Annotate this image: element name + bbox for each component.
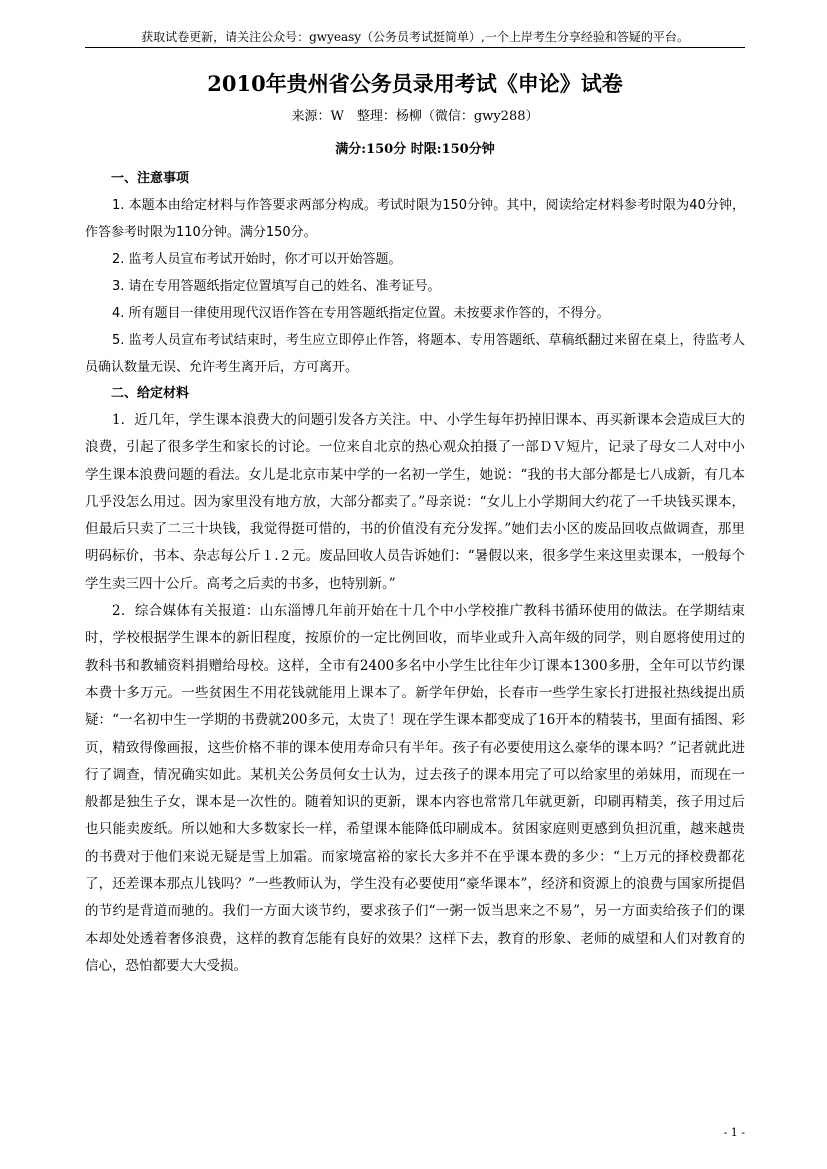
materials-body (85, 407, 745, 980)
notes-heading: 一、注意事项 (111, 171, 190, 186)
source-line: 来源：W 整理：杨柳（微信：gwy288） (291, 109, 539, 124)
materials-heading: 二、给定材料 (111, 386, 190, 401)
document-body (85, 166, 745, 980)
header-divider (85, 47, 745, 48)
header-note: 获取试卷更新，请关注公众号：gwyeasy（公务员考试挺简单）,一个上岸考生分享经验和答疑的平台。 (141, 30, 689, 44)
note-item: 2. 监考人员宣布考试开始时，你才可以开始答题。 (112, 252, 402, 267)
material-paragraph: 1．近几年，学生课本浪费大的问题引发各方关注。中、小学生每年扔掉旧课本、再买新课本会造成巨大的浪费，引起了很多学生和家长的讨论。一位来自北京的热心观众拍摄了一部ＤＶ短片，记录了母女二人对中小学生课本浪费问题的看法。女儿是北京市某中学的一名初一学生，她说：“我的书大部分都是七八成新，有几本几乎没怎么用过。因为家里没有地方放，大部分都卖了。”母亲说：“女儿上小学期间大约花了一千块钱买课本，但最后只卖了二三十块钱，我觉得挺可惜的，书的价值没有充分发挥。”她们去小区的废品回收点做调查，那里明码标价，书本、杂志每公斤１.２元。废品回收人员告诉她们：“暑假以来，很多学生来这里卖课本，一般每个学生卖三四十公斤。高考之后卖的书多，也特别新。” (85, 412, 745, 592)
score-time-line: 满分:150分 时限:150分钟 (335, 142, 495, 157)
page-number: - 1 - (723, 1126, 745, 1139)
notes-list (85, 192, 745, 381)
material-paragraph: 2．综合媒体有关报道：山东淄博几年前开始在十几个中小学校推广教科书循环使用的做法。在学期结束时，学校根据学生课本的新旧程度，按原价的一定比例回收，而毕业或升入高年级的同学，则自愿将使用过的教科书和教辅资料捐赠给母校。这样，全市有2400多名中小学生比往年少订课本1300多册，全年可以节约课本费十多万元。一些贫困生不用花钱就能用上课本了。新学年伊始，长春市一些学生家长打进报社热线提出质疑：“一名初中生一学期的书费就200多元，太贵了！现在学生课本都变成了16开本的精装书，里面有插图、彩页，精致得像画报，这些价格不菲的课本使用寿命只有半年。孩子有必要使用这么豪华的课本吗？”记者就此进行了调查，情况确实如此。某机关公务员何女士认为，过去孩子的课本用完了可以给家里的弟妹用，而现在一般都是独生子女，课本是一次性的。随着知识的更新，课本内容也常常几年就更新，印刷再精美，孩子用过后也只能卖废纸。所以她和大多数家长一样，希望课本能降低印刷成本。贫困家庭则更感到负担沉重，越来越贵的书费对于他们来说无疑是雪上加霜。而家境富裕的家长大多并不在乎课本费的多少：“上万元的择校费都花了，还差课本那点儿钱吗？”一些教师认为，学生没有必要使用“豪华课本”，经济和资源上的浪费与国家所提倡的节约是背道而驰的。我们一方面大谈节约，要求孩子们“一粥一饭当思来之不易”，另一方面卖给孩子们的课本却处处透着奢侈浪费，这样的教育怎能有良好的效果？这样下去，教育的形象、老师的威望和人们对教育的信心，恐怕都要大大受损。 (85, 603, 745, 974)
note-item: 1. 本题本由给定材料与作答要求两部分构成。考试时限为150分钟。其中，阅读给定材料参考时限为40分钟，作答参考时限为110分钟。满分150分。 (85, 198, 745, 240)
note-item: 4. 所有题目一律使用现代汉语作答在专用答题纸指定位置。未按要求作答的，不得分。 (112, 306, 610, 321)
note-item: 3. 请在专用答题纸指定位置填写自己的姓名、准考证号。 (112, 279, 441, 294)
page-title: 2010年贵州省公务员录用考试《申论》试卷 (207, 71, 623, 96)
note-item: 5. 监考人员宣布考试结束时，考生应立即停止作答，将题本、专用答题纸、草稿纸翻过来留在桌上，待监考人员确认数量无误、允许考生离开后，方可离开。 (85, 333, 745, 375)
